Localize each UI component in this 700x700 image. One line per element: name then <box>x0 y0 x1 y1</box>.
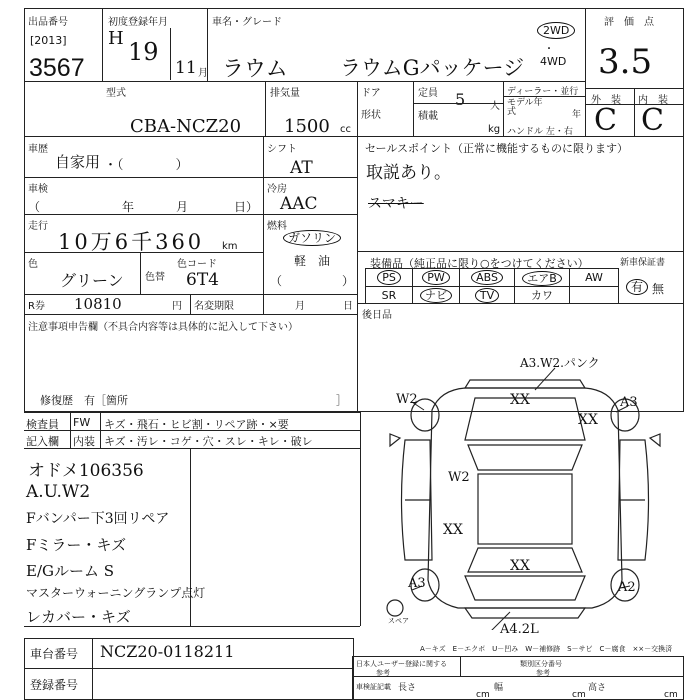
person-unit: 人 <box>490 101 500 112</box>
notes-title: 注意事項申告欄（不具合内容等は具体的に記入して下さい） <box>28 322 298 333</box>
equip-pw: PW <box>422 270 450 285</box>
era: H <box>108 28 124 49</box>
bottom-label2: 参考 <box>376 669 390 677</box>
interior-grade: C <box>641 103 664 138</box>
mileage-value: 10万6千360 <box>58 230 205 254</box>
color-code-value: 6T4 <box>186 270 219 290</box>
mark-bottom: A4.2L <box>500 622 539 637</box>
handle-label: ハンドル 左・右 <box>507 127 573 137</box>
note-1: オドメ106356 <box>28 461 144 481</box>
score: 3.5 <box>598 42 653 82</box>
interior-label: 内 装 <box>638 95 668 106</box>
sales-line2: スマキー <box>368 196 424 212</box>
note-7: レカバー・キズ <box>26 608 131 626</box>
rear-seat-label: 後日品 <box>362 310 392 321</box>
mark-hood: XX <box>510 392 530 408</box>
km-unit: km <box>222 241 238 252</box>
mark-left-rear: A3 <box>408 576 426 591</box>
chassis-value: NCZ20-0118211 <box>100 642 235 661</box>
reg-label: 初度登録年月 <box>108 17 168 28</box>
equip-sr: SR <box>366 287 413 304</box>
bottom-label5: 車検証記載 <box>356 683 391 691</box>
shift-value: AT <box>290 158 313 178</box>
equipment-table <box>365 268 619 304</box>
warranty-yes: 有 <box>626 278 648 295</box>
reg-month: 11 <box>175 58 197 78</box>
warranty-label: 新車保証書 <box>620 258 666 268</box>
capacity-label: 定員 <box>418 88 438 99</box>
note-6: マスターウォーニングランプ点灯 <box>26 586 206 600</box>
model-year-label: モデル年式 <box>507 98 543 117</box>
displacement-label: 排気量 <box>270 88 300 99</box>
reg-year: 19 <box>128 38 159 66</box>
month-unit: 月 <box>198 68 208 79</box>
note-2: A.U.W2 <box>26 482 91 502</box>
mark-roof: W2 <box>448 470 470 485</box>
mark-right-rear: A2 <box>618 580 636 595</box>
kg-unit: kg <box>488 124 501 135</box>
fw-label: FW <box>73 416 91 429</box>
repair-close: ］ <box>336 394 347 407</box>
repair-label: 修復歴 有［箇所 <box>40 394 128 407</box>
shift-label: シフト <box>267 144 297 155</box>
writer-label: 記入欄 <box>26 435 59 448</box>
bottom-label4: 参考 <box>536 669 550 677</box>
note-5: E/Gルーム S <box>26 562 115 580</box>
ac-label: 冷房 <box>267 184 287 195</box>
mark-spare: スペア <box>388 617 409 625</box>
type-label: 型式 <box>106 88 126 99</box>
body-type-suffix: ・（ ） <box>104 158 189 173</box>
cc-unit: cc <box>340 124 351 135</box>
height-cm: cm <box>664 690 678 700</box>
drive-2wd: 2WD <box>537 22 575 39</box>
checker-label: 検査員 <box>26 418 59 431</box>
mileage-label: 走行 <box>28 221 48 232</box>
mark-top: A3.W2.パンク <box>520 356 600 370</box>
lot-number: 3567 <box>29 54 85 82</box>
equipment-title: 装備品（純正品に限り○をつけてください） <box>370 257 589 270</box>
note-4: Fミラー・キズ <box>26 536 127 554</box>
exterior-label: 外 装 <box>591 95 621 106</box>
yen-unit: 円 <box>172 301 182 312</box>
door-label: ドア <box>361 88 381 99</box>
mark-left-side: XX <box>443 522 463 538</box>
mark-right-front: A3 <box>620 395 638 410</box>
equip-abs: ABS <box>471 270 503 285</box>
equip-airbag: エアB <box>522 271 562 286</box>
equip-tv: TV <box>475 288 499 303</box>
body-type-label: 車歴 <box>28 144 48 155</box>
inspection-month: 月 <box>176 200 189 214</box>
mark-left-front: W2 <box>396 392 418 407</box>
bottom-label3: 類別区分番号 <box>520 660 562 668</box>
fuel-label: 燃料 <box>267 221 287 232</box>
chassis-label: 車台番号 <box>30 647 79 661</box>
inspection-paren: （ <box>28 200 41 214</box>
color-label: 色 <box>28 259 38 270</box>
color-no-label: 色替 <box>145 272 165 283</box>
write-items: キズ・汚レ・コゲ・穴・スレ・キレ・破レ <box>104 435 313 448</box>
width-cm: cm <box>572 690 586 700</box>
warranty-no: 無 <box>652 282 665 296</box>
inspection-year: 年 <box>122 200 135 214</box>
check-items: キズ・飛石・ヒビ割・リペア跡・×要 <box>104 418 289 431</box>
note-3: Fバンパー下3回リペア <box>26 511 170 527</box>
lot-label: 出品番号 <box>28 17 68 28</box>
inspection-day: 日） <box>234 200 259 214</box>
exterior-grade: C <box>594 103 617 138</box>
dealer-label: ディーラー・並行 <box>507 87 579 97</box>
drive-dot: ・ <box>544 44 554 55</box>
bottom-label1: 日本人ユーザー登録に関する <box>356 660 447 668</box>
name-change-label: 名変期限 <box>194 301 234 312</box>
reg-no-label: 登録番号 <box>30 678 79 692</box>
year-unit: 年 <box>572 110 582 120</box>
body-type-value: 自家用 <box>55 153 101 171</box>
ac-value: AAC <box>280 194 318 214</box>
color-value: グリーン <box>60 271 124 290</box>
equip-ps: PS <box>377 270 401 285</box>
sales-line1: 取説あり。 <box>366 163 451 183</box>
width-label: 幅 <box>494 683 504 693</box>
model-label: 車名・グレード <box>212 17 282 28</box>
score-label: 評 価 点 <box>604 17 654 28</box>
damage-legend: A－キズ E－エクボ U－凹み W－補修跡 S－サビ C－腐食 ××－交換済 <box>420 645 673 653</box>
mark-right-front-x: XX <box>578 412 598 428</box>
name-change-month: 月 <box>295 301 305 312</box>
fuel-other: （ ） <box>270 274 355 288</box>
mark-trunk: XX <box>510 558 530 574</box>
shape-label: 形状 <box>361 110 381 121</box>
color-code-label: 色コード <box>177 259 217 270</box>
length-cm: cm <box>476 690 490 700</box>
interior-col: 内装 <box>73 435 95 448</box>
capacity-value: 5 <box>455 90 466 109</box>
grade: ラウムGパッケージ <box>340 56 525 80</box>
fuel-value: ガソリン <box>283 229 341 246</box>
length-label: 長さ <box>398 683 417 693</box>
year-code: [2013] <box>30 34 67 47</box>
equip-aw: AW <box>570 269 619 287</box>
sales-title: セールスポイント（正常に機能するものに限ります） <box>365 142 629 155</box>
drive-4wd: 4WD <box>540 55 567 68</box>
equip-leather: カワ <box>515 287 570 304</box>
car-name: ラウム <box>222 57 288 82</box>
name-change-day: 日 <box>343 301 353 312</box>
height-label: 高さ <box>588 683 607 693</box>
recycle-label: R券 <box>28 301 45 312</box>
load-label: 積載 <box>418 111 438 122</box>
fuel-diesel: 軽 油 <box>294 254 331 268</box>
displacement-value: 1500 <box>284 116 330 137</box>
equip-navi: ナビ <box>420 288 452 303</box>
type-value: CBA-NCZ20 <box>130 116 242 137</box>
inspection-label: 車検 <box>28 184 48 195</box>
recycle-value: 10810 <box>74 295 122 313</box>
